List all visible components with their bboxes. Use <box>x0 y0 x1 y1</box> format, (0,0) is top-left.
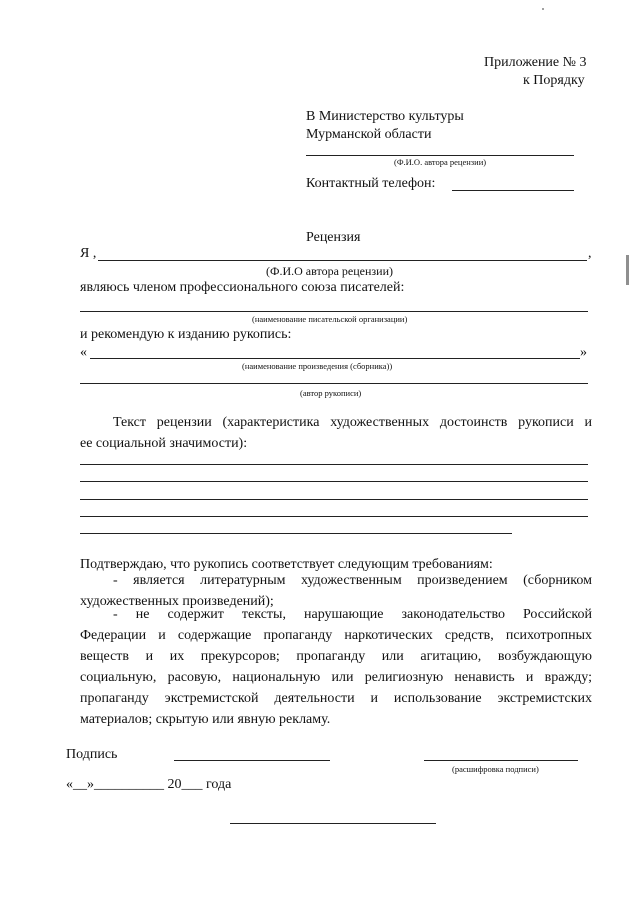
signature-decode-line[interactable] <box>424 760 578 761</box>
quote-close: » <box>580 345 587 360</box>
fio-caption: (Ф.И.О автора рецензии) <box>266 264 393 278</box>
review-text-intro: Текст рецензии (характеристика художественных достоинств рукописи и ее социальной значимости): <box>80 415 592 451</box>
member-text: являюсь членом профессионального союза писателей: <box>80 280 405 295</box>
quote-open: « <box>80 345 87 360</box>
manuscript-author-line[interactable] <box>80 383 588 384</box>
review-line-5[interactable] <box>80 533 512 534</box>
reviewer-fio-line[interactable] <box>98 260 587 261</box>
page-title: Рецензия <box>306 230 361 245</box>
ya-label: Я , <box>80 246 97 261</box>
signature-decode-caption: (расшифровка подписи) <box>452 764 539 774</box>
review-line-1[interactable] <box>80 464 588 465</box>
requirement-1: - является литературным художественным произведением (сборником художественных произведений); <box>80 573 592 609</box>
review-line-3[interactable] <box>80 499 588 500</box>
author-fio-line[interactable] <box>306 155 574 156</box>
recommend-text: и рекомендую к изданию рукопись: <box>80 327 292 342</box>
appendix-order: к Порядку <box>523 73 585 88</box>
bottom-line <box>230 823 436 824</box>
contact-phone-line[interactable] <box>452 190 574 191</box>
signature-line[interactable] <box>174 760 330 761</box>
date-line[interactable]: «__»__________ 20___ года <box>66 777 232 792</box>
manuscript-author-caption: (автор рукописи) <box>300 388 362 398</box>
signature-label: Подпись <box>66 747 118 762</box>
work-caption: (наименование произведения (сборника)) <box>242 361 393 371</box>
contact-phone-label: Контактный телефон: <box>306 176 436 191</box>
author-fio-caption: (Ф.И.О. автора рецензии) <box>394 157 487 167</box>
scan-mark <box>626 255 629 285</box>
confirm-text: Подтверждаю, что рукопись соответствует следующим требованиям: <box>80 557 493 572</box>
addressee-ministry: В Министерство культуры <box>306 109 464 124</box>
review-line-2[interactable] <box>80 481 588 482</box>
organization-caption: (наименование писательской организации) <box>252 314 408 324</box>
work-title-line[interactable] <box>90 358 580 359</box>
organization-line[interactable] <box>80 311 588 312</box>
addressee-region: Мурманской области <box>306 127 432 142</box>
requirement-2: - не содержит тексты, нарушающие законодательство Российской Федерации и содержащие пропаганду наркотических средств, психотропных веществ и их прекурсоров; пропаганду или агитацию, возбуждающую социальную, расовую, национальную или религиозную ненависть и вражду; пропаганду экстремистской деятельности и использование экстремистских материалов; скрытую или явную рекламу. <box>80 607 592 727</box>
review-line-4[interactable] <box>80 516 588 517</box>
ya-comma: , <box>588 246 592 261</box>
appendix-number: Приложение № 3 <box>484 55 587 70</box>
scan-dot <box>542 8 544 10</box>
